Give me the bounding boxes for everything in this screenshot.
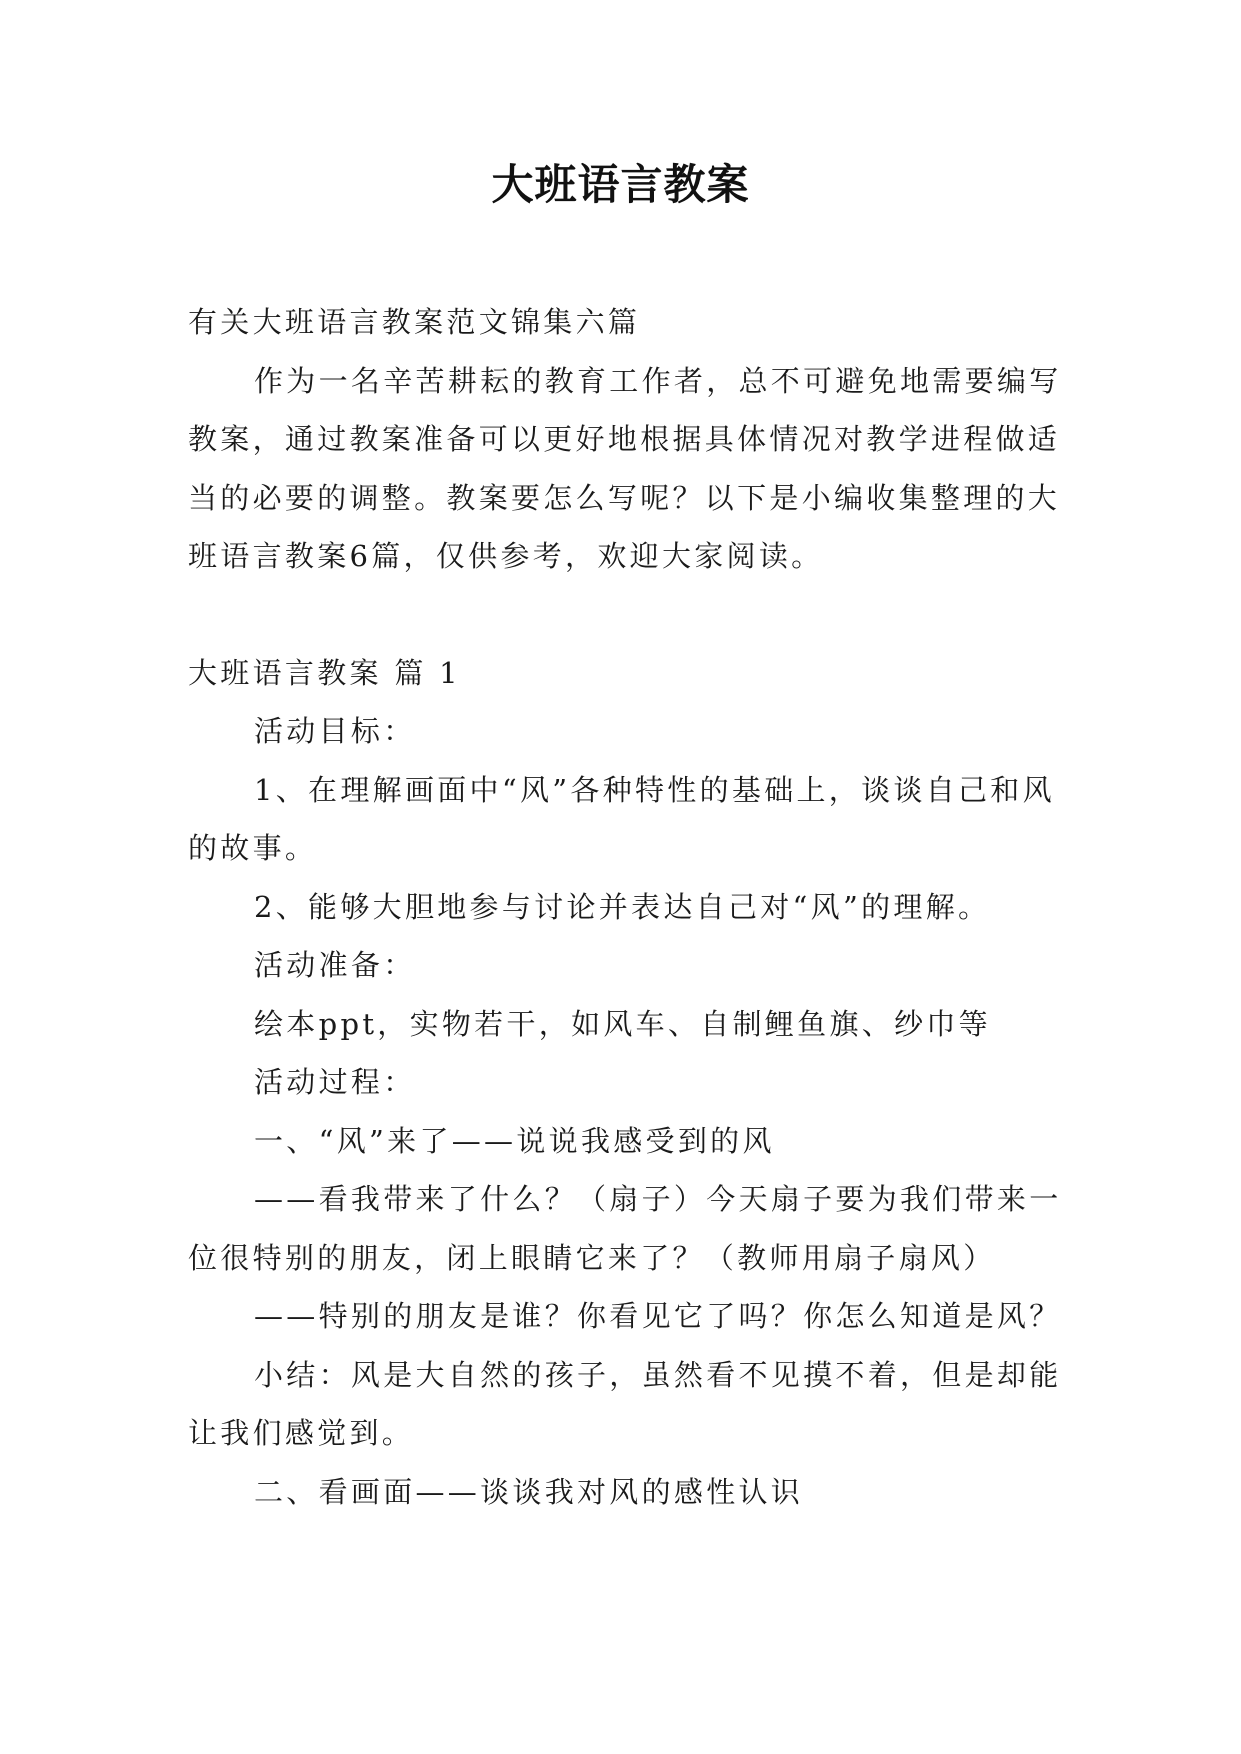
document-title: 大班语言教案 — [491, 160, 750, 209]
paragraph-step-1-question-1: ——看我带来了什么？（扇子）今天扇子要为我们带来一位很特别的朋友，闭上眼睛它来了？（教师用扇子扇风） — [188, 1182, 1062, 1275]
document-body — [188, 293, 1068, 1521]
paragraph-objectives-heading: 活动目标： — [254, 714, 416, 748]
paragraph-process-heading: 活动过程： — [254, 1065, 416, 1099]
paragraph-preparation: 绘本ppt，实物若干，如风车、自制鲤鱼旗、纱巾等 — [254, 1006, 991, 1041]
paragraph-step-1-question-2: ——特别的朋友是谁？你看见它了吗？你怎么知道是风？ — [254, 1299, 1062, 1333]
paragraph-objective-1: 1、在理解画面中“风”各种特性的基础上，谈谈自己和风的故事。 — [188, 772, 1055, 865]
section-heading: 大班语言教案 篇 1 — [188, 655, 461, 690]
paragraph-objective-2: 2、能够大胆地参与讨论并表达自己对“风”的理解。 — [254, 889, 991, 924]
intro-paragraph: 作为一名辛苦耕耘的教育工作者，总不可避免地需要编写教案，通过教案准备可以更好地根据具体情况对教学进程做适当的必要的调整。教案要怎么写呢？以下是小编收集整理的大班语言教案6篇，仅供参考，欢迎大家阅读。 — [188, 363, 1062, 573]
document-subtitle: 有关大班语言教案范文锦集六篇 — [188, 305, 641, 339]
paragraph-step-1-heading: 一、“风”来了——说说我感受到的风 — [254, 1123, 775, 1158]
paragraph-step-2-heading: 二、看画面——谈谈我对风的感性认识 — [254, 1474, 804, 1509]
section-spacer — [188, 586, 1068, 644]
paragraph-summary: 小结：风是大自然的孩子，虽然看不见摸不着，但是却能让我们感觉到。 — [188, 1357, 1062, 1450]
paragraph-preparation-heading: 活动准备： — [254, 948, 416, 982]
